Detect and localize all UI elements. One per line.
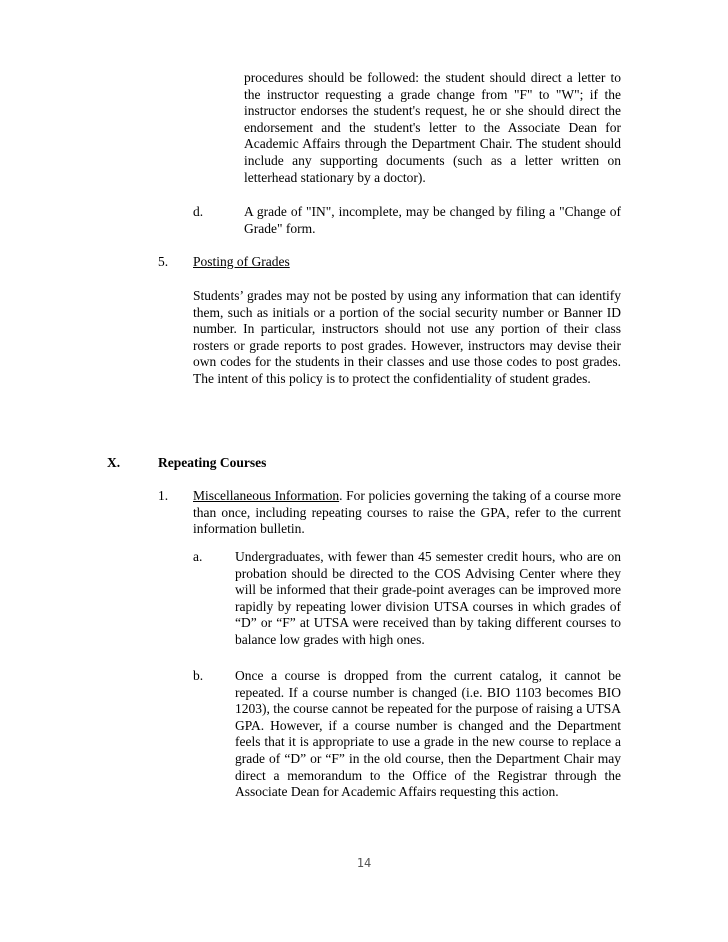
continued-paragraph: procedures should be followed: the student should direct a letter to the instructor requesting a grade change from "F" to "W"; if the instructor endorses the student's request, he or she should direct the endorsement and the student's letter to the Associate Dean for Academic Affairs through the Department Chair. The student should include any supporting documents (such as a letter written on letterhead stationary by a doctor). [244, 70, 621, 185]
section-x-label: X. [107, 455, 121, 470]
item-5-label: 5. [158, 254, 169, 269]
item-1-heading: Miscellaneous Information [193, 488, 340, 503]
item-1-paragraph [193, 488, 621, 538]
item-a-text: Undergraduates, with fewer than 45 semester credit hours, who are on probation should be directed to the COS Advising Center where they will be informed that their grade-point averages can be improved more rapidly by repeating lower division UTSA courses in which grades of “D” or “F” at UTSA were received than by taking different courses to balance low grades with high ones. [235, 549, 621, 647]
item-5-text: Students’ grades may not be posted by using any information that can identify them, such as initials or a portion of the social security number or Banner ID number. In particular, instructors should not use any portion of their class rosters or grade reports to post grades. However, instructors may devise their own codes for the students in their classes and use those codes to post grades. The intent of this policy is to protect the confidentiality of student grades. [193, 288, 621, 386]
section-x-heading: Repeating Courses [158, 455, 267, 470]
item-d-text: A grade of "IN", incomplete, may be changed by filing a "Change of Grade" form. [244, 204, 621, 236]
item-b-text: Once a course is dropped from the current catalog, it cannot be repeated. If a course number is changed (i.e. BIO 1103 becomes BIO 1203), the course cannot be repeated for the purpose of raising a UTSA GPA. However, if a course number is changed and the Department feels that it is appropriate to use a grade in the new course to replace a grade of “D” or “F” in the old course, then the Department Chair may direct a memorandum to the Office of the Registrar through the Associate Dean for Academic Affairs requesting this action. [235, 668, 621, 800]
item-1-text: . For policies governing the taking of a course more than once, including repeating courses to raise the GPA, refer to the current information bulletin. [193, 488, 621, 537]
item-1-label: 1. [158, 488, 169, 503]
item-a-label: a. [193, 549, 203, 564]
item-d-label: d. [193, 204, 204, 219]
page-number: 14 [356, 856, 372, 870]
item-b-label: b. [193, 668, 204, 683]
item-5-heading: Posting of Grades [193, 254, 290, 269]
